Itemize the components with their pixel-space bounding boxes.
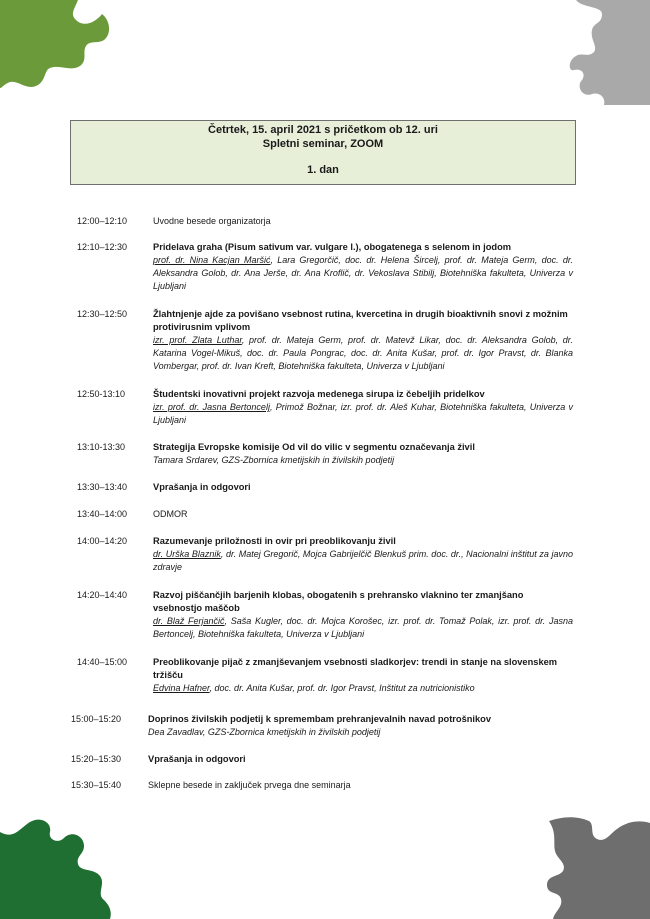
co-authors: , Lara Gregorčič, doc. dr. Helena Šircelj, prof. dr. Mateja Germ, doc. dr. Aleksandra Golob, dr. Ana Jerše, dr. Ana Kroflič, dr. Vekoslava Stibilj, Biotehniška fakulteta, Univerza v Ljubljani: [153, 255, 573, 291]
lead-author: izr. prof. dr. Jasna Bertoncelj: [153, 402, 270, 412]
program-title: Vprašanja in odgovori: [148, 754, 246, 764]
program-text: Sklepne besede in zaključek prvega dne seminarja: [148, 780, 351, 790]
program-time: 15:30–15:40: [71, 780, 122, 790]
green-puzzle-icon: [0, 0, 112, 90]
program-authors: [153, 682, 573, 695]
program-title: Razvoj piščančjih barjenih klobas, obogatenih s prehransko vlaknino ter zmanjšano vsebnostjo maščob: [153, 590, 524, 613]
lead-author: Edvina Hafner: [153, 683, 210, 693]
lead-author: dr. Blaž Ferjančič: [153, 616, 225, 626]
program-time: 14:00–14:20: [77, 536, 128, 546]
program-title: Žlahtnjenje ajde za povišano vsebnost rutina, kvercetina in drugih bioaktivnih snovi z možnim protivirusnim vplivom: [153, 309, 568, 332]
program-authors: [153, 615, 573, 641]
program-text: Uvodne besede organizatorja: [153, 216, 271, 226]
co-authors: , Primož Božnar, izr. prof. dr. Aleš Kuhar, Biotehniška fakulteta, Univerza v Ljubljani: [153, 402, 573, 425]
lead-author: izr. prof. Zlata Luthar: [153, 335, 242, 345]
program-authors: [153, 401, 573, 427]
program-time: 13:30–13:40: [77, 482, 128, 492]
program-authors: Tamara Srdarev, GZS-Zbornica kmetijskih in živilskih podjetij: [153, 455, 395, 465]
program-title: Študentski inovativni projekt razvoja medenega sirupa iz čebeljih pridelkov: [153, 389, 485, 399]
program-time: 13:10-13:30: [77, 442, 126, 452]
program-title: Pridelava graha (Pisum sativum var. vulgare l.), obogatenega s selenom in jodom: [153, 242, 512, 252]
grey-puzzle-icon: [568, 0, 650, 105]
program-time: 15:20–15:30: [71, 754, 122, 764]
program-authors: [153, 548, 573, 574]
co-authors: , Saša Kugler, doc. dr. Mojca Korošec, izr. prof. dr. Tomaž Polak, izr. prof. dr. Jasna Bertoncelj, Biotehniška fakulteta, Univerza v Ljubljani: [153, 616, 573, 639]
header-day: 1. dan: [307, 164, 339, 176]
co-authors: , doc. dr. Anita Kušar, prof. dr. Igor Pravst, Inštitut za nutricionistiko: [209, 683, 475, 693]
program-title: Razumevanje priložnosti in ovir pri preoblikovanju živil: [153, 536, 396, 546]
program-time: 12:30–12:50: [77, 309, 128, 319]
lead-author: dr. Urška Blaznik: [153, 549, 221, 559]
program-authors: [153, 254, 573, 293]
program-time: 15:00–15:20: [71, 714, 122, 724]
program-time: 12:00–12:10: [77, 216, 128, 226]
program-title: Strategija Evropske komisije Od vil do vilic v segmentu označevanja živil: [153, 442, 475, 452]
header-box: [70, 120, 576, 185]
header-venue: Spletni seminar, ZOOM: [262, 138, 384, 150]
program-text: ODMOR: [153, 509, 188, 519]
program-title: Doprinos živilskih podjetij k spremembam prehranjevalnih navad potrošnikov: [148, 714, 492, 724]
lead-author: prof. dr. Nina Kacjan Maršić: [153, 255, 271, 265]
program-time: 13:40–14:00: [77, 509, 128, 519]
program-authors: [153, 334, 573, 373]
program-title: Vprašanja in odgovori: [153, 482, 251, 492]
dark-grey-puzzle-icon: [545, 815, 650, 919]
header-date: Četrtek, 15. april 2021 s pričetkom ob 12. uri: [208, 124, 438, 136]
program-authors: Dea Zavadlav, GZS-Zbornica kmetijskih in živilskih podjetij: [148, 727, 381, 737]
program-time: 12:10–12:30: [77, 242, 128, 252]
co-authors: , dr. Matej Gregorič, Mojca Gabrijelčič Blenkuš prim. doc. dr., Nacionalni inštitut za javno zdravje: [153, 549, 573, 572]
program-time: 12:50-13:10: [77, 389, 126, 399]
dark-green-puzzle-icon: [0, 810, 112, 919]
program-time: 14:40–15:00: [77, 657, 128, 667]
program-time: 14:20–14:40: [77, 590, 128, 600]
co-authors: , prof. dr. Mateja Germ, prof. dr. Matevž Likar, doc. dr. Aleksandra Golob, dr. Katarina Vogel-Mikuš, doc. dr. Paula Pongrac, doc. dr. Anita Kušar, prof. dr. Igor Pravst, dr. Blanka Vombergar, prof. dr. Ivan Kreft, Biotehniška fakulteta, Univerza v Ljubljani: [153, 335, 573, 371]
program-title: Preoblikovanje pijač z zmanjševanjem vsebnosti sladkorjev: trendi in stanje na slovenskem tržišču: [153, 657, 558, 680]
